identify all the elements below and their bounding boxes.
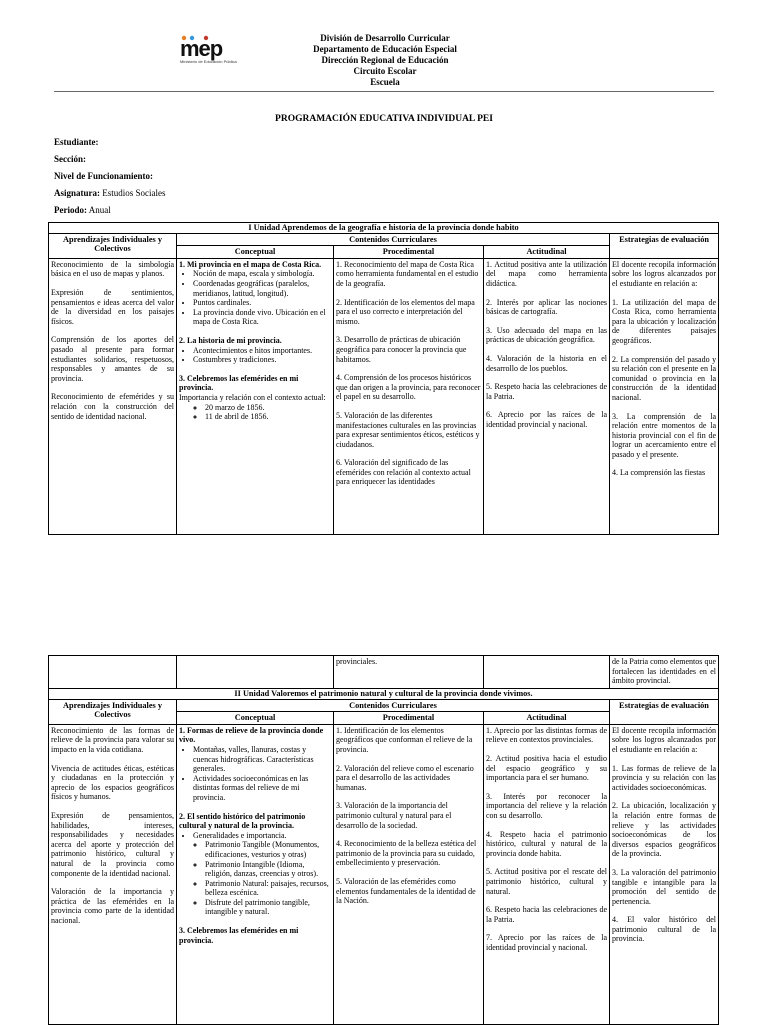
col-actitudinal: Actitudinal: [484, 712, 610, 725]
list-item: Reconocimiento de efemérides y su relación con la construcción del sentido de identidad nacional.: [51, 392, 174, 421]
list-item: 1. La utilización del mapa de Costa Rica, como herramienta para la ubicación y localización de diferentes paisajes geográficos.: [612, 297, 717, 345]
continuation-cell: [177, 656, 334, 689]
unit2-conceptual-cell: [177, 724, 334, 1024]
header-line: Dirección Regional de Educación: [321, 55, 449, 65]
list-item: 5. Actitud positiva por el rescate del patrimonio histórico, cultural y natural.: [486, 867, 607, 896]
list-item: 4. El valor histórico del patrimonio cultural de la provincia.: [612, 915, 716, 944]
list-item: • Puntos cardinales.: [193, 298, 331, 308]
list-item: 4. Respeto hacia el patrimonio histórico, cultural y natural de la provincia donde habita.: [486, 829, 607, 858]
conceptual-heading: 2. El sentido histórico del patrimonio cultural y natural de la provincia.: [179, 811, 306, 831]
unit1-title: I Unidad Aprendemos de la geografía e historia de la provincia donde habito: [49, 223, 719, 234]
list-item: • Montañas, valles, llanuras, costas y cuencas hidrográficas. Características generales.: [193, 745, 331, 774]
continuation-cell: [49, 656, 177, 689]
list-item: Expresión de sentimientos, pensamientos e ideas acerca del valor de la diversidad en los paisajes físicos.: [51, 287, 174, 326]
list-item: • Actividades socioeconómicas en las distintas formas del relieve de mi provincia.: [193, 774, 331, 803]
list-item: • Noción de mapa, escala y simbología.: [193, 269, 331, 279]
col-conceptual: Conceptual: [177, 712, 334, 725]
header-divider: [54, 91, 714, 92]
list-item: 3. La comprensión de la relación entre momentos de la historia provincial con el fin de lograr un acercamiento entre el pasado y el presente.: [612, 411, 717, 459]
conceptual-heading: 1. Mi provincia en el mapa de Costa Rica.: [179, 259, 322, 269]
list-item: 1. Identificación de los elementos geográficos que conforman el relieve de la provincia.: [336, 725, 473, 754]
field-nivel: Nivel de Funcionamiento:: [54, 171, 153, 181]
list-item: ◦ 11 de abril de 1856.: [205, 412, 331, 422]
list-item: 5. Respeto hacia las celebraciones de la Patria.: [486, 382, 607, 401]
list-item: Valoración de la importancia y práctica de las efemérides en la provincia como parte de la identidad nacional.: [51, 887, 174, 925]
list-item: 4. Reconocimiento de la belleza estética del patrimonio de la provincia para su cuidado, embellecimiento y preservación.: [336, 839, 477, 868]
field-seccion: Sección:: [54, 154, 86, 164]
list-item: 2. La comprensión del pasado y su relación con el presente en la comunidad o provincia en la construcción de la identidad nacional.: [612, 354, 717, 402]
unit2-table: [48, 655, 719, 1025]
list-item: Reconocimiento de la simbología básica en el uso de mapas y planos.: [51, 259, 174, 279]
student-fields: [54, 137, 166, 222]
header-line: División de Desarrollo Curricular: [320, 33, 450, 43]
col-procedimental: Procedimental: [334, 712, 484, 725]
list-item: ◦ Patrimonio Intangible (Idioma, religión, danzas, creencias y otros).: [205, 860, 331, 879]
list-item: 5. Valoración de las efemérides como elementos fundamentales de la identidad de la Nación.: [336, 876, 476, 906]
unit2-estrategias-cell: [610, 724, 719, 1024]
header-line: Escuela: [370, 77, 400, 87]
list-item: Expresión de pensamientos, habilidades, intereses, responsabilidades y necesidades acerca del aporte y protección del patrimonio histórico, cultural y natural de la provincia como componente de la identidad nacional.: [51, 810, 174, 878]
list-item: Comprensión de los aportes del pasado al presente para formar estudiantes solidarios, respetuosos, responsables y amantes de su provincia.: [51, 335, 174, 383]
mep-logo: [178, 36, 238, 70]
list-item: 3. Valoración de la importancia del patrimonio cultural y natural para el desarrollo de la sociedad.: [336, 801, 452, 830]
list-item: 5. Valoración de las diferentes manifestaciones culturales en las provincias para expresar sentimientos éticos, estéticos y ciudadanos.: [336, 410, 480, 449]
list-item: Vivencia de actitudes éticas, estéticas y ciudadanas en la protección y aprecio de los espacios geográficos físicos y humanos.: [51, 763, 174, 802]
continuation-procedimental: provinciales.: [334, 656, 484, 689]
list-item: 3. La valoración del patrimonio tangible e intangible para la promoción del sentido de pertenencia.: [612, 867, 716, 906]
col-contenidos: Contenidos Curriculares: [177, 233, 610, 246]
field-asignatura-value: Estudios Sociales: [102, 188, 166, 198]
list-item: ◦ 20 marzo de 1856.: [205, 403, 331, 413]
unit2-title: II Unidad Valoremos el patrimonio natural y cultural de la provincia donde vivimos.: [49, 689, 719, 700]
conceptual-heading: 2. La historia de mi provincia.: [179, 335, 282, 345]
col-procedimental: Procedimental: [334, 246, 484, 259]
list-item: 3. Uso adecuado del mapa en las prácticas de ubicación geográfica.: [486, 325, 607, 345]
field-periodo-label: Periodo:: [54, 205, 87, 215]
list-item: 7. Aprecio por las raíces de la identidad provincial y nacional.: [486, 933, 607, 952]
unit1-aprendizajes-cell: [49, 258, 177, 534]
conceptual-heading: 3. Celebremos las efemérides en mi provincia.: [179, 373, 299, 393]
unit1-procedimental-cell: [334, 258, 484, 534]
list-item: 1. Reconocimiento del mapa de Costa Rica como herramienta fundamental en el estudio de la geografía.: [336, 259, 479, 288]
list-item: 2. Interés por aplicar las nociones básicas de cartografía.: [486, 297, 607, 317]
list-item: 2. Actitud positiva hacia el estudio del espacio geográfico y su importancia para el ser humano.: [486, 753, 607, 783]
unit2-actitudinal-cell: [484, 724, 610, 1024]
list-item: • Acontecimientos e hitos importantes.: [193, 346, 331, 356]
list-item: • La provincia donde vivo. Ubicación en el mapa de Costa Rica.: [193, 308, 331, 327]
list-item: 3. Interés por reconocer la importancia del relieve y la relación con su desarrollo.: [486, 791, 607, 820]
list-item: Reconocimiento de las formas de relieve de la provincia para valorar su impacto en la vida cotidiana.: [51, 725, 174, 754]
field-asignatura-label: Asignatura:: [54, 188, 101, 198]
conceptual-heading: 1. Formas de relieve de la provincia donde vivo.: [179, 725, 324, 745]
col-contenidos: Contenidos Curriculares: [177, 699, 610, 712]
unit1-estrategias-cell: [610, 258, 719, 534]
unit1-conceptual-cell: [177, 258, 334, 534]
conceptual-text: Importancia y relación con el contexto actual:: [179, 392, 326, 402]
col-estrategias: Estrategias de evaluación: [610, 233, 719, 258]
field-periodo-value: Anual: [88, 205, 111, 215]
unit1-actitudinal-cell: [484, 258, 610, 534]
list-item: 2. Valoración del relieve como el escenario para el desarrollo de las actividades humanas.: [336, 763, 474, 792]
list-item: 6. Aprecio por las raíces de la identidad provincial y nacional.: [486, 410, 607, 429]
list-item: ◦ Disfrute del patrimonio tangible, intangible y natural.: [205, 898, 331, 917]
list-item: 4. Valoración de la historia en el desarrollo de los pueblos.: [486, 353, 607, 373]
list-item: 6. Respeto hacia las celebraciones de la Patria.: [486, 905, 607, 924]
document-title: PROGRAMACIÓN EDUCATIVA INDIVIDUAL PEI: [275, 114, 493, 124]
field-estudiante: Estudiante:: [54, 137, 99, 147]
col-estrategias: Estrategias de evaluación: [610, 699, 719, 724]
list-item: El docente recopila información sobre los logros alcanzados por el estudiante en relación a:: [612, 725, 716, 754]
list-item: • Coordenadas geográficas (paralelos, meridianos, latitud, longitud).: [193, 279, 331, 298]
unit2-aprendizajes-cell: [49, 724, 177, 1024]
col-actitudinal: Actitudinal: [484, 246, 610, 259]
list-item: • Generalidades e importancia.: [193, 831, 331, 841]
document-header: [250, 33, 520, 88]
logo-subtitle: Ministerio de Educación Pública: [180, 59, 237, 64]
conceptual-heading: 3. Celebremos las efemérides en mi provincia.: [179, 926, 299, 945]
list-item: 4. Comprensión de los procesos históricos que dan origen a la provincia, para reconocer el papel en su desarrollo.: [336, 373, 481, 402]
col-aprendizajes: Aprendizajes Individuales y Colectivos: [49, 699, 177, 724]
col-aprendizajes: Aprendizajes Individuales y Colectivos: [49, 233, 177, 258]
unit1-table: [48, 222, 719, 535]
list-item: 6. Valoración del significado de las efemérides con relación al contexto actual para enriquecer las identidades: [336, 458, 471, 487]
list-item: 1. Las formas de relieve de la provincia y su relación con las actividades socioeconómicas.: [612, 763, 716, 792]
continuation-estrategias: de la Patria como elementos que fortalecen las identidades en el ámbito provincial.: [610, 656, 719, 689]
list-item: 1. Aprecio por las distintas formas de relieve en contextos provinciales.: [486, 725, 607, 745]
header-line: Departamento de Educación Especial: [313, 44, 457, 54]
list-item: 3. Desarrollo de prácticas de ubicación geográfica para conocer la provincia que habitamos.: [336, 335, 467, 364]
list-item: 2. Identificación de los elementos del mapa para el uso correcto e interpretación del mismo.: [336, 297, 475, 326]
list-item: 1. Actitud positiva ante la utilización del mapa como herramienta didáctica.: [486, 259, 607, 288]
unit2-procedimental-cell: [334, 724, 484, 1024]
list-item: El docente recopila información sobre los logros alcanzados por el estudiante en relación a:: [612, 259, 717, 288]
continuation-cell: [484, 656, 610, 689]
list-item: 4. La comprensión las fiestas: [612, 468, 706, 478]
logo-text: mep: [180, 36, 223, 61]
list-item: ◦ Patrimonio Tangible (Monumentos, edificaciones, vesturios y otras): [205, 840, 331, 859]
list-item: 2. La ubicación, localización y la relación entre formas de relieve y las actividades socioeconómicas de los diversos espacios geográficos de la provincia.: [612, 801, 716, 859]
list-item: ◦ Patrimonio Natural: paisajes, recursos, belleza escénica.: [205, 879, 331, 898]
list-item: • Costumbres y tradiciones.: [193, 355, 331, 365]
header-line: Circuito Escolar: [353, 66, 417, 76]
col-conceptual: Conceptual: [177, 246, 334, 259]
